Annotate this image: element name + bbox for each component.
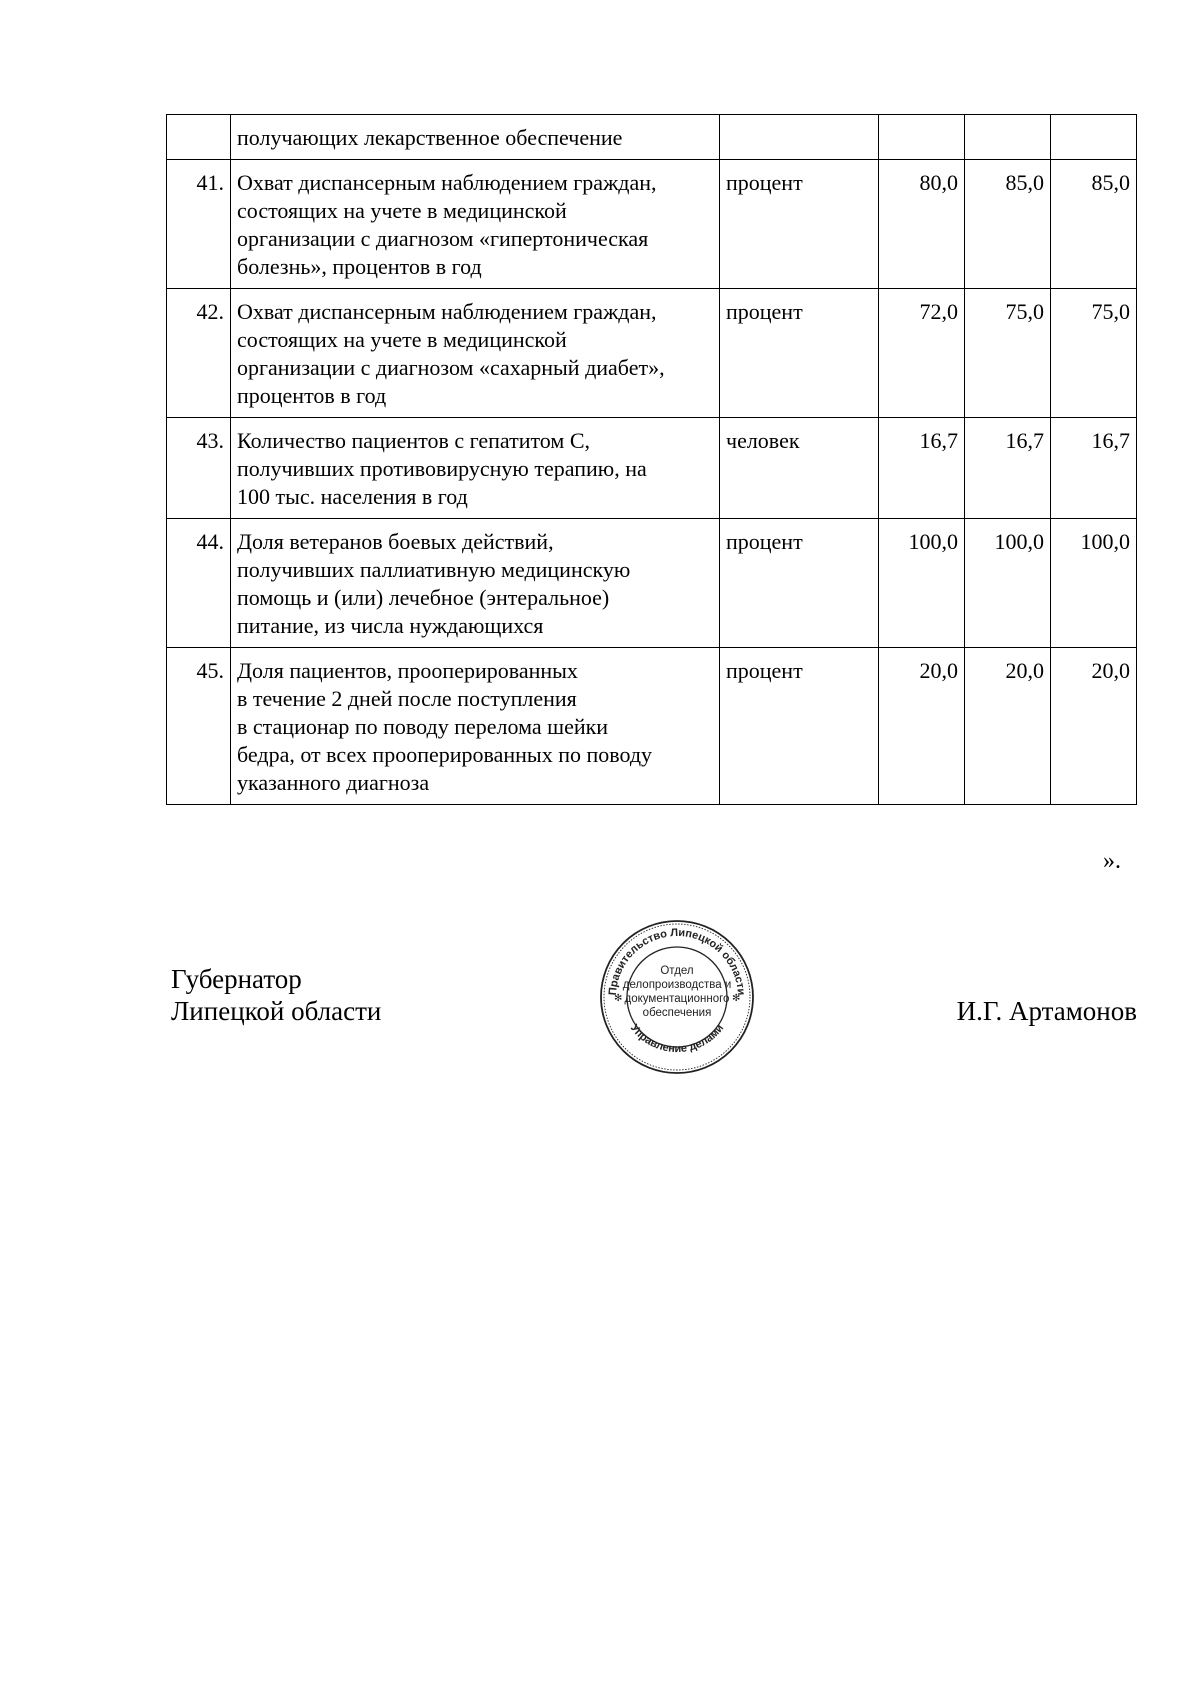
stamp-inner-line-3: документационного: [624, 993, 730, 1005]
value-2: 16,7: [965, 418, 1051, 519]
table-row: [167, 160, 1137, 289]
table-row: [167, 289, 1137, 418]
value-3: [1051, 115, 1137, 160]
indicators-table: [166, 114, 1137, 805]
stamp-inner-line-2: делопроизводства и: [622, 979, 732, 991]
svg-text:✻: ✻: [732, 993, 741, 1004]
indicator-name: Охват диспансерным наблюдением граждан, состоящих на учете в медицинской организации с диагнозом «гипертоническая болезнь», процентов в год: [231, 160, 720, 289]
unit: [720, 115, 879, 160]
table-row: [167, 115, 1137, 160]
stamp-inner-text: [598, 964, 756, 1020]
indicator-name: Количество пациентов с гепатитом С, получивших противовирусную терапию, на 100 тыс. населения в год: [231, 418, 720, 519]
signer-name: И.Г. Артамонов: [956, 996, 1137, 1026]
position-line-1: Губернатор: [171, 964, 302, 994]
indicator-name: Охват диспансерным наблюдением граждан, состоящих на учете в медицинской организации с диагнозом «сахарный диабет», процентов в год: [231, 289, 720, 418]
value-3: 20,0: [1051, 648, 1137, 805]
position-line-2: Липецкой области: [171, 996, 382, 1026]
unit: процент: [720, 289, 879, 418]
closing-quote-mark: ».: [1103, 848, 1121, 874]
unit: процент: [720, 648, 879, 805]
value-3: 75,0: [1051, 289, 1137, 418]
indicator-name: Доля пациентов, прооперированных в течение 2 дней после поступления в стационар по поводу перелома шейки бедра, от всех прооперированных по поводу указанного диагноза: [231, 648, 720, 805]
table-row: [167, 418, 1137, 519]
value-2: 75,0: [965, 289, 1051, 418]
value-1: 16,7: [879, 418, 965, 519]
indicator-name: Доля ветеранов боевых действий, получивших паллиативную медицинскую помощь и (или) лечебное (энтеральное) питание, из числа нуждающихся: [231, 519, 720, 648]
value-3: 16,7: [1051, 418, 1137, 519]
row-number: 41.: [167, 160, 231, 289]
signer-position: [171, 963, 381, 1027]
table-row: [167, 519, 1137, 648]
unit: процент: [720, 160, 879, 289]
row-number: [167, 115, 231, 160]
stamp-inner-line-4: обеспечения: [642, 1007, 712, 1019]
row-number: 45.: [167, 648, 231, 805]
value-1: 100,0: [879, 519, 965, 648]
value-3: 100,0: [1051, 519, 1137, 648]
value-2: 85,0: [965, 160, 1051, 289]
unit: процент: [720, 519, 879, 648]
table-row: [167, 648, 1137, 805]
stamp-outer-top: Правительство Липецкой области: [606, 926, 748, 996]
value-2: [965, 115, 1051, 160]
value-2: 20,0: [965, 648, 1051, 805]
value-1: 20,0: [879, 648, 965, 805]
value-1: [879, 115, 965, 160]
stamp-outer-bottom: Управление делами: [627, 1022, 727, 1056]
row-number: 44.: [167, 519, 231, 648]
value-3: 85,0: [1051, 160, 1137, 289]
value-2: 100,0: [965, 519, 1051, 648]
value-1: 72,0: [879, 289, 965, 418]
official-stamp: [598, 918, 756, 1076]
indicator-name: получающих лекарственное обеспечение: [231, 115, 720, 160]
svg-text:✻: ✻: [614, 993, 623, 1004]
svg-text:Управление делами: [628, 1022, 726, 1055]
row-number: 43.: [167, 418, 231, 519]
value-1: 80,0: [879, 160, 965, 289]
unit: человек: [720, 418, 879, 519]
stamp-inner-line-1: Отдел: [660, 965, 694, 977]
row-number: 42.: [167, 289, 231, 418]
